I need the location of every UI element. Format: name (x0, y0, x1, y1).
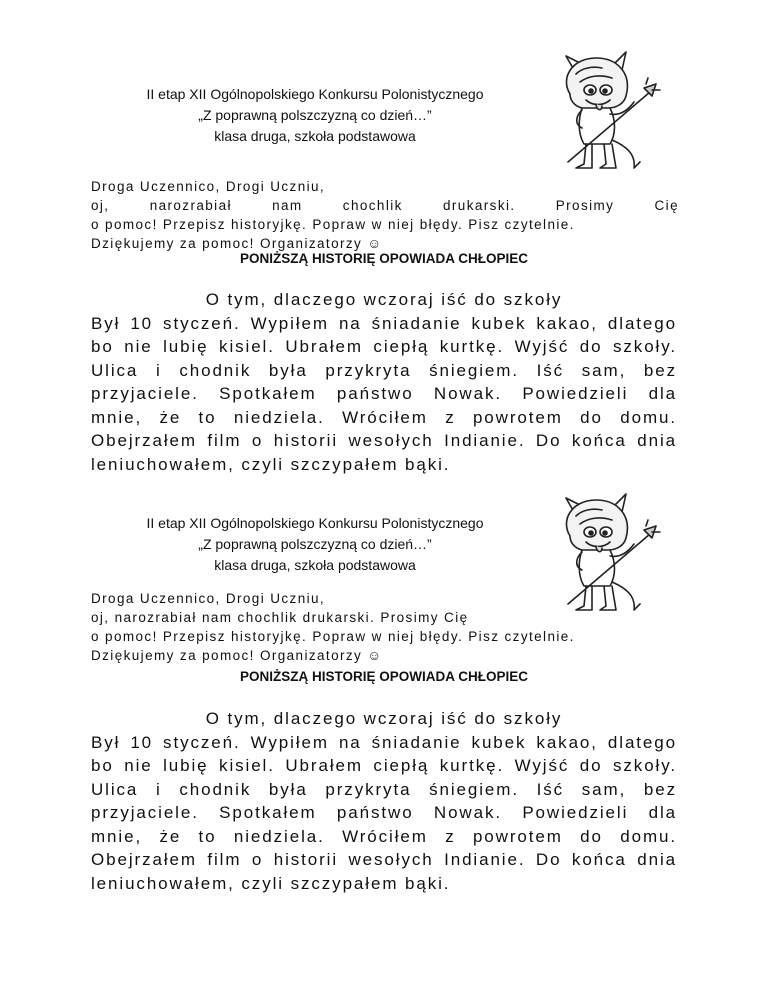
letter-signature: Dziękujemy za pomoc! Organizatorzy ☺ (91, 648, 383, 663)
instruction-heading: PONIŻSZĄ HISTORIĘ OPOWIADA CHŁOPIEC (239, 669, 528, 684)
story-line: leniuchowałem, czyli szczypałem bąki. (91, 873, 451, 893)
printer-imp-mascot-icon (552, 50, 662, 178)
story-line: Był 10 styczeń. Wypiłem na śniadanie kubek kakao, dlatego (91, 732, 677, 752)
story-title: O tym, dlaczego wczoraj iść do szkoły (205, 290, 563, 309)
letter-signature: Dziękujemy za pomoc! Organizatorzy ☺ (91, 236, 383, 251)
contest-class: klasa druga, szkoła podstawowa (214, 128, 416, 144)
story-line: bo nie lubię kisiel. Ubrałem ciepłą kurtkę. Wyjść do szkoły. (91, 337, 677, 356)
story-line: Ulica i chodnik była przykryta śniegiem. Iść sam, bez (91, 779, 677, 799)
letter-greeting: Droga Uczennico, Drogi Uczniu, (91, 179, 326, 194)
letter-greeting: Droga Uczennico, Drogi Uczniu, (91, 591, 326, 606)
story-line: Obejrzałem film o historii wesołych Indianie. Do końca dnia (91, 850, 677, 869)
contest-header (80, 84, 550, 147)
story-line: bo nie lubię kisiel. Ubrałem ciepłą kurtkę. Wyjść do szkoły. (91, 756, 677, 775)
letter-to-student (91, 177, 679, 253)
letter-line: o pomoc! Przepisz historyjkę. Popraw w niej błędy. Pisz czytelnie. (91, 629, 575, 644)
story-line: przyjaciele. Spotkałem państwo Nowak. Powiedzieli dla (91, 384, 677, 403)
story-line: przyjaciele. Spotkałem państwo Nowak. Powiedzieli dla (91, 803, 677, 822)
story-line: mnie, że to niedziela. Wróciłem z powrotem do domu. (91, 826, 677, 846)
contest-motto: „Z poprawną polszczyzną co dzień…” (198, 536, 432, 552)
story-title: O tym, dlaczego wczoraj iść do szkoły (205, 709, 563, 728)
story-line: leniuchowałem, czyli szczypałem bąki. (91, 454, 451, 474)
story-line: Obejrzałem film o historii wesołych Indianie. Do końca dnia (91, 431, 677, 450)
story-line: Był 10 styczeń. Wypiłem na śniadanie kubek kakao, dlatego (91, 313, 677, 333)
contest-motto: „Z poprawną polszczyzną co dzień…” (198, 107, 432, 123)
letter-line: oj, narozrabiał nam chochlik drukarski. Prosimy Cię (91, 198, 679, 213)
story-line: mnie, że to niedziela. Wróciłem z powrotem do domu. (91, 407, 677, 427)
story-text (91, 707, 677, 895)
contest-header (80, 513, 550, 576)
letter-line: o pomoc! Przepisz historyjkę. Popraw w niej błędy. Pisz czytelnie. (91, 217, 575, 232)
story-line: Ulica i chodnik była przykryta śniegiem. Iść sam, bez (91, 360, 677, 380)
letter-line: oj, narozrabiał nam chochlik drukarski. Prosimy Cię (91, 610, 469, 625)
story-text (91, 288, 677, 476)
contest-class: klasa druga, szkoła podstawowa (214, 557, 416, 573)
contest-name: II etap XII Ogólnopolskiego Konkursu Polonistycznego (146, 515, 484, 531)
contest-name: II etap XII Ogólnopolskiego Konkursu Polonistycznego (146, 86, 484, 102)
letter-to-student (91, 589, 679, 665)
instruction-heading: PONIŻSZĄ HISTORIĘ OPOWIADA CHŁOPIEC (239, 251, 528, 266)
